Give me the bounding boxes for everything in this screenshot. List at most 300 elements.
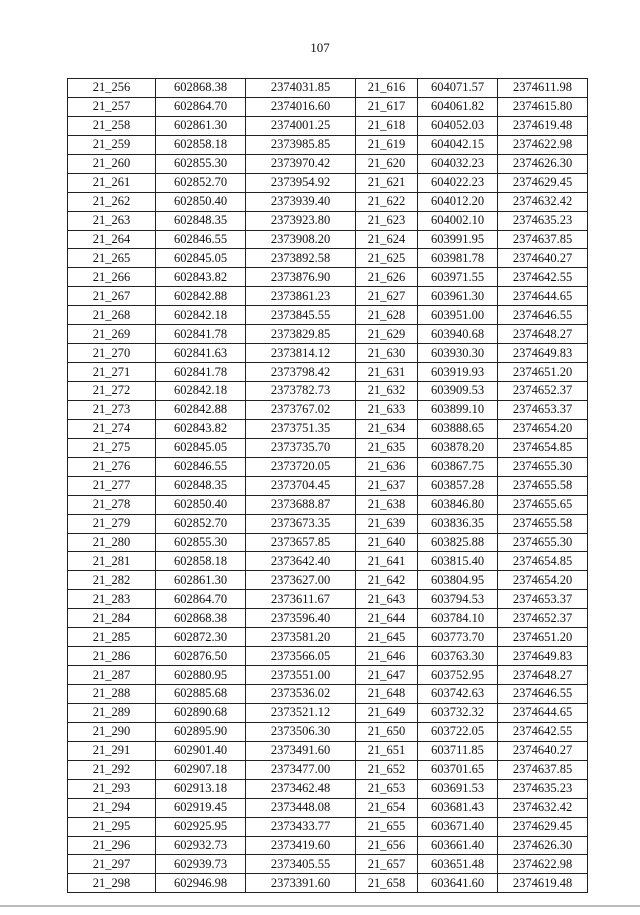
y-coordinate-cell: 2374644.65 bbox=[498, 703, 588, 722]
point-id-cell: 21_270 bbox=[68, 344, 156, 363]
x-coordinate-cell: 603991.95 bbox=[418, 230, 498, 249]
point-id-cell: 21_273 bbox=[68, 400, 156, 419]
x-coordinate-cell: 603661.40 bbox=[418, 836, 498, 855]
x-coordinate-cell: 603701.65 bbox=[418, 760, 498, 779]
table-row bbox=[68, 495, 588, 514]
point-id-cell: 21_259 bbox=[68, 135, 156, 154]
point-id-cell: 21_285 bbox=[68, 628, 156, 647]
table-row bbox=[68, 457, 588, 476]
x-coordinate-cell: 603804.95 bbox=[418, 571, 498, 590]
x-coordinate-cell: 602946.98 bbox=[156, 874, 246, 893]
x-coordinate-cell: 603825.88 bbox=[418, 533, 498, 552]
x-coordinate-cell: 602852.70 bbox=[156, 173, 246, 192]
x-coordinate-cell: 602880.95 bbox=[156, 666, 246, 685]
table-row bbox=[68, 154, 588, 173]
y-coordinate-cell: 2374644.65 bbox=[498, 287, 588, 306]
y-coordinate-cell: 2374655.65 bbox=[498, 495, 588, 514]
point-id-cell: 21_282 bbox=[68, 571, 156, 590]
y-coordinate-cell: 2373419.60 bbox=[246, 836, 356, 855]
y-coordinate-cell: 2373551.00 bbox=[246, 666, 356, 685]
x-coordinate-cell: 602845.05 bbox=[156, 249, 246, 268]
table-row bbox=[68, 400, 588, 419]
point-id-cell: 21_625 bbox=[356, 249, 418, 268]
x-coordinate-cell: 602925.95 bbox=[156, 817, 246, 836]
point-id-cell: 21_296 bbox=[68, 836, 156, 855]
table-row bbox=[68, 533, 588, 552]
y-coordinate-cell: 2374031.85 bbox=[246, 79, 356, 98]
x-coordinate-cell: 603763.30 bbox=[418, 647, 498, 666]
y-coordinate-cell: 2373536.02 bbox=[246, 685, 356, 704]
x-coordinate-cell: 603732.32 bbox=[418, 703, 498, 722]
point-id-cell: 21_624 bbox=[356, 230, 418, 249]
x-coordinate-cell: 602861.30 bbox=[156, 116, 246, 135]
point-id-cell: 21_627 bbox=[356, 287, 418, 306]
point-id-cell: 21_276 bbox=[68, 457, 156, 476]
y-coordinate-cell: 2373720.05 bbox=[246, 457, 356, 476]
bottom-rule bbox=[0, 905, 640, 907]
x-coordinate-cell: 603909.53 bbox=[418, 382, 498, 401]
x-coordinate-cell: 603752.95 bbox=[418, 666, 498, 685]
y-coordinate-cell: 2373581.20 bbox=[246, 628, 356, 647]
table-row bbox=[68, 647, 588, 666]
x-coordinate-cell: 603691.53 bbox=[418, 779, 498, 798]
x-coordinate-cell: 602848.35 bbox=[156, 211, 246, 230]
y-coordinate-cell: 2374632.42 bbox=[498, 798, 588, 817]
y-coordinate-cell: 2374649.83 bbox=[498, 344, 588, 363]
table-row bbox=[68, 173, 588, 192]
table-row bbox=[68, 779, 588, 798]
y-coordinate-cell: 2373829.85 bbox=[246, 325, 356, 344]
x-coordinate-cell: 603671.40 bbox=[418, 817, 498, 836]
point-id-cell: 21_271 bbox=[68, 363, 156, 382]
y-coordinate-cell: 2374632.42 bbox=[498, 192, 588, 211]
table-row bbox=[68, 344, 588, 363]
table-row bbox=[68, 382, 588, 401]
y-coordinate-cell: 2374653.37 bbox=[498, 590, 588, 609]
x-coordinate-cell: 602852.70 bbox=[156, 514, 246, 533]
y-coordinate-cell: 2373688.87 bbox=[246, 495, 356, 514]
point-id-cell: 21_277 bbox=[68, 476, 156, 495]
x-coordinate-cell: 603940.68 bbox=[418, 325, 498, 344]
point-id-cell: 21_297 bbox=[68, 855, 156, 874]
x-coordinate-cell: 602841.78 bbox=[156, 363, 246, 382]
point-id-cell: 21_643 bbox=[356, 590, 418, 609]
y-coordinate-cell: 2373814.12 bbox=[246, 344, 356, 363]
y-coordinate-cell: 2374653.37 bbox=[498, 400, 588, 419]
y-coordinate-cell: 2374648.27 bbox=[498, 325, 588, 344]
y-coordinate-cell: 2373892.58 bbox=[246, 249, 356, 268]
point-id-cell: 21_291 bbox=[68, 741, 156, 760]
y-coordinate-cell: 2374640.27 bbox=[498, 249, 588, 268]
table-row bbox=[68, 798, 588, 817]
x-coordinate-cell: 603899.10 bbox=[418, 400, 498, 419]
point-id-cell: 21_638 bbox=[356, 495, 418, 514]
y-coordinate-cell: 2374016.60 bbox=[246, 97, 356, 116]
table-row bbox=[68, 571, 588, 590]
y-coordinate-cell: 2374637.85 bbox=[498, 760, 588, 779]
y-coordinate-cell: 2373491.60 bbox=[246, 741, 356, 760]
x-coordinate-cell: 603681.43 bbox=[418, 798, 498, 817]
point-id-cell: 21_287 bbox=[68, 666, 156, 685]
y-coordinate-cell: 2373704.45 bbox=[246, 476, 356, 495]
point-id-cell: 21_622 bbox=[356, 192, 418, 211]
point-id-cell: 21_630 bbox=[356, 344, 418, 363]
y-coordinate-cell: 2373462.48 bbox=[246, 779, 356, 798]
x-coordinate-cell: 602846.55 bbox=[156, 457, 246, 476]
y-coordinate-cell: 2374655.58 bbox=[498, 514, 588, 533]
x-coordinate-cell: 603742.63 bbox=[418, 685, 498, 704]
y-coordinate-cell: 2374654.85 bbox=[498, 438, 588, 457]
table-row bbox=[68, 760, 588, 779]
x-coordinate-cell: 603815.40 bbox=[418, 552, 498, 571]
y-coordinate-cell: 2373673.35 bbox=[246, 514, 356, 533]
point-id-cell: 21_258 bbox=[68, 116, 156, 135]
y-coordinate-cell: 2373521.12 bbox=[246, 703, 356, 722]
y-coordinate-cell: 2374655.30 bbox=[498, 533, 588, 552]
y-coordinate-cell: 2373908.20 bbox=[246, 230, 356, 249]
point-id-cell: 21_266 bbox=[68, 268, 156, 287]
table-row bbox=[68, 438, 588, 457]
point-id-cell: 21_640 bbox=[356, 533, 418, 552]
x-coordinate-cell: 602855.30 bbox=[156, 154, 246, 173]
point-id-cell: 21_649 bbox=[356, 703, 418, 722]
x-coordinate-cell: 603867.75 bbox=[418, 457, 498, 476]
y-coordinate-cell: 2374626.30 bbox=[498, 154, 588, 173]
point-id-cell: 21_655 bbox=[356, 817, 418, 836]
y-coordinate-cell: 2374611.98 bbox=[498, 79, 588, 98]
y-coordinate-cell: 2373627.00 bbox=[246, 571, 356, 590]
point-id-cell: 21_621 bbox=[356, 173, 418, 192]
point-id-cell: 21_656 bbox=[356, 836, 418, 855]
x-coordinate-cell: 603722.05 bbox=[418, 722, 498, 741]
y-coordinate-cell: 2373876.90 bbox=[246, 268, 356, 287]
table-row bbox=[68, 741, 588, 760]
point-id-cell: 21_289 bbox=[68, 703, 156, 722]
point-id-cell: 21_283 bbox=[68, 590, 156, 609]
point-id-cell: 21_298 bbox=[68, 874, 156, 893]
point-id-cell: 21_636 bbox=[356, 457, 418, 476]
x-coordinate-cell: 602843.82 bbox=[156, 419, 246, 438]
x-coordinate-cell: 604012.20 bbox=[418, 192, 498, 211]
y-coordinate-cell: 2373405.55 bbox=[246, 855, 356, 874]
point-id-cell: 21_294 bbox=[68, 798, 156, 817]
x-coordinate-cell: 603641.60 bbox=[418, 874, 498, 893]
x-coordinate-cell: 604002.10 bbox=[418, 211, 498, 230]
x-coordinate-cell: 602913.18 bbox=[156, 779, 246, 798]
table-row bbox=[68, 476, 588, 495]
point-id-cell: 21_657 bbox=[356, 855, 418, 874]
point-id-cell: 21_278 bbox=[68, 495, 156, 514]
table-row bbox=[68, 703, 588, 722]
point-id-cell: 21_268 bbox=[68, 306, 156, 325]
y-coordinate-cell: 2374629.45 bbox=[498, 173, 588, 192]
y-coordinate-cell: 2373798.42 bbox=[246, 363, 356, 382]
y-coordinate-cell: 2373391.60 bbox=[246, 874, 356, 893]
y-coordinate-cell: 2373433.77 bbox=[246, 817, 356, 836]
coordinates-table-body bbox=[68, 79, 588, 893]
y-coordinate-cell: 2373611.67 bbox=[246, 590, 356, 609]
x-coordinate-cell: 602850.40 bbox=[156, 192, 246, 211]
x-coordinate-cell: 602939.73 bbox=[156, 855, 246, 874]
y-coordinate-cell: 2374619.48 bbox=[498, 874, 588, 893]
point-id-cell: 21_279 bbox=[68, 514, 156, 533]
x-coordinate-cell: 602872.30 bbox=[156, 628, 246, 647]
x-coordinate-cell: 602890.68 bbox=[156, 703, 246, 722]
point-id-cell: 21_653 bbox=[356, 779, 418, 798]
point-id-cell: 21_639 bbox=[356, 514, 418, 533]
y-coordinate-cell: 2373477.00 bbox=[246, 760, 356, 779]
table-row bbox=[68, 628, 588, 647]
page-number: 107 bbox=[310, 40, 330, 55]
point-id-cell: 21_257 bbox=[68, 97, 156, 116]
y-coordinate-cell: 2374654.85 bbox=[498, 552, 588, 571]
y-coordinate-cell: 2374655.30 bbox=[498, 457, 588, 476]
x-coordinate-cell: 604042.15 bbox=[418, 135, 498, 154]
point-id-cell: 21_618 bbox=[356, 116, 418, 135]
y-coordinate-cell: 2373448.08 bbox=[246, 798, 356, 817]
point-id-cell: 21_619 bbox=[356, 135, 418, 154]
x-coordinate-cell: 602876.50 bbox=[156, 647, 246, 666]
point-id-cell: 21_651 bbox=[356, 741, 418, 760]
x-coordinate-cell: 604032.23 bbox=[418, 154, 498, 173]
point-id-cell: 21_623 bbox=[356, 211, 418, 230]
y-coordinate-cell: 2374651.20 bbox=[498, 628, 588, 647]
x-coordinate-cell: 604052.03 bbox=[418, 116, 498, 135]
y-coordinate-cell: 2374654.20 bbox=[498, 419, 588, 438]
point-id-cell: 21_274 bbox=[68, 419, 156, 438]
point-id-cell: 21_280 bbox=[68, 533, 156, 552]
point-id-cell: 21_654 bbox=[356, 798, 418, 817]
y-coordinate-cell: 2374654.20 bbox=[498, 571, 588, 590]
table-row bbox=[68, 363, 588, 382]
table-row bbox=[68, 211, 588, 230]
table-row bbox=[68, 514, 588, 533]
point-id-cell: 21_616 bbox=[356, 79, 418, 98]
point-id-cell: 21_617 bbox=[356, 97, 418, 116]
table-row bbox=[68, 685, 588, 704]
y-coordinate-cell: 2373923.80 bbox=[246, 211, 356, 230]
y-coordinate-cell: 2374648.27 bbox=[498, 666, 588, 685]
point-id-cell: 21_288 bbox=[68, 685, 156, 704]
point-id-cell: 21_293 bbox=[68, 779, 156, 798]
y-coordinate-cell: 2374615.80 bbox=[498, 97, 588, 116]
y-coordinate-cell: 2373566.05 bbox=[246, 647, 356, 666]
x-coordinate-cell: 603930.30 bbox=[418, 344, 498, 363]
table-row bbox=[68, 552, 588, 571]
point-id-cell: 21_263 bbox=[68, 211, 156, 230]
point-id-cell: 21_632 bbox=[356, 382, 418, 401]
point-id-cell: 21_650 bbox=[356, 722, 418, 741]
x-coordinate-cell: 603836.35 bbox=[418, 514, 498, 533]
x-coordinate-cell: 602864.70 bbox=[156, 590, 246, 609]
point-id-cell: 21_286 bbox=[68, 647, 156, 666]
point-id-cell: 21_647 bbox=[356, 666, 418, 685]
table-row bbox=[68, 135, 588, 154]
x-coordinate-cell: 602841.63 bbox=[156, 344, 246, 363]
y-coordinate-cell: 2374642.55 bbox=[498, 722, 588, 741]
x-coordinate-cell: 602841.78 bbox=[156, 325, 246, 344]
point-id-cell: 21_641 bbox=[356, 552, 418, 571]
x-coordinate-cell: 602885.68 bbox=[156, 685, 246, 704]
y-coordinate-cell: 2374635.23 bbox=[498, 779, 588, 798]
point-id-cell: 21_633 bbox=[356, 400, 418, 419]
point-id-cell: 21_265 bbox=[68, 249, 156, 268]
y-coordinate-cell: 2374619.48 bbox=[498, 116, 588, 135]
point-id-cell: 21_642 bbox=[356, 571, 418, 590]
y-coordinate-cell: 2373939.40 bbox=[246, 192, 356, 211]
table-row bbox=[68, 116, 588, 135]
x-coordinate-cell: 602864.70 bbox=[156, 97, 246, 116]
point-id-cell: 21_635 bbox=[356, 438, 418, 457]
x-coordinate-cell: 603951.00 bbox=[418, 306, 498, 325]
y-coordinate-cell: 2373735.70 bbox=[246, 438, 356, 457]
point-id-cell: 21_267 bbox=[68, 287, 156, 306]
y-coordinate-cell: 2374622.98 bbox=[498, 855, 588, 874]
x-coordinate-cell: 602895.90 bbox=[156, 722, 246, 741]
x-coordinate-cell: 603773.70 bbox=[418, 628, 498, 647]
table-row bbox=[68, 836, 588, 855]
table-row bbox=[68, 325, 588, 344]
point-id-cell: 21_644 bbox=[356, 609, 418, 628]
x-coordinate-cell: 602861.30 bbox=[156, 571, 246, 590]
y-coordinate-cell: 2374646.55 bbox=[498, 685, 588, 704]
point-id-cell: 21_262 bbox=[68, 192, 156, 211]
table-row bbox=[68, 419, 588, 438]
x-coordinate-cell: 603711.85 bbox=[418, 741, 498, 760]
x-coordinate-cell: 603794.53 bbox=[418, 590, 498, 609]
x-coordinate-cell: 602848.35 bbox=[156, 476, 246, 495]
y-coordinate-cell: 2374642.55 bbox=[498, 268, 588, 287]
x-coordinate-cell: 602868.38 bbox=[156, 609, 246, 628]
table-row bbox=[68, 306, 588, 325]
table-row bbox=[68, 79, 588, 98]
point-id-cell: 21_269 bbox=[68, 325, 156, 344]
table-row bbox=[68, 249, 588, 268]
table-row bbox=[68, 230, 588, 249]
table-row bbox=[68, 855, 588, 874]
point-id-cell: 21_626 bbox=[356, 268, 418, 287]
y-coordinate-cell: 2374001.25 bbox=[246, 116, 356, 135]
x-coordinate-cell: 602842.18 bbox=[156, 382, 246, 401]
y-coordinate-cell: 2373506.30 bbox=[246, 722, 356, 741]
point-id-cell: 21_645 bbox=[356, 628, 418, 647]
point-id-cell: 21_290 bbox=[68, 722, 156, 741]
x-coordinate-cell: 603878.20 bbox=[418, 438, 498, 457]
table-row bbox=[68, 268, 588, 287]
y-coordinate-cell: 2374655.58 bbox=[498, 476, 588, 495]
table-row bbox=[68, 874, 588, 893]
table-row bbox=[68, 287, 588, 306]
y-coordinate-cell: 2373985.85 bbox=[246, 135, 356, 154]
x-coordinate-cell: 603919.93 bbox=[418, 363, 498, 382]
y-coordinate-cell: 2374640.27 bbox=[498, 741, 588, 760]
point-id-cell: 21_652 bbox=[356, 760, 418, 779]
point-id-cell: 21_281 bbox=[68, 552, 156, 571]
x-coordinate-cell: 602907.18 bbox=[156, 760, 246, 779]
y-coordinate-cell: 2374637.85 bbox=[498, 230, 588, 249]
table-row bbox=[68, 609, 588, 628]
table-row bbox=[68, 97, 588, 116]
point-id-cell: 21_646 bbox=[356, 647, 418, 666]
x-coordinate-cell: 602855.30 bbox=[156, 533, 246, 552]
point-id-cell: 21_629 bbox=[356, 325, 418, 344]
x-coordinate-cell: 604022.23 bbox=[418, 173, 498, 192]
x-coordinate-cell: 603888.65 bbox=[418, 419, 498, 438]
point-id-cell: 21_264 bbox=[68, 230, 156, 249]
y-coordinate-cell: 2373861.23 bbox=[246, 287, 356, 306]
point-id-cell: 21_256 bbox=[68, 79, 156, 98]
x-coordinate-cell: 602858.18 bbox=[156, 552, 246, 571]
y-coordinate-cell: 2374646.55 bbox=[498, 306, 588, 325]
x-coordinate-cell: 602842.88 bbox=[156, 400, 246, 419]
x-coordinate-cell: 602858.18 bbox=[156, 135, 246, 154]
y-coordinate-cell: 2374652.37 bbox=[498, 382, 588, 401]
x-coordinate-cell: 603857.28 bbox=[418, 476, 498, 495]
y-coordinate-cell: 2373751.35 bbox=[246, 419, 356, 438]
table-row bbox=[68, 590, 588, 609]
y-coordinate-cell: 2373596.40 bbox=[246, 609, 356, 628]
table-row bbox=[68, 817, 588, 836]
y-coordinate-cell: 2374649.83 bbox=[498, 647, 588, 666]
x-coordinate-cell: 602901.40 bbox=[156, 741, 246, 760]
table-row bbox=[68, 192, 588, 211]
x-coordinate-cell: 603981.78 bbox=[418, 249, 498, 268]
point-id-cell: 21_292 bbox=[68, 760, 156, 779]
y-coordinate-cell: 2374622.98 bbox=[498, 135, 588, 154]
x-coordinate-cell: 603971.55 bbox=[418, 268, 498, 287]
y-coordinate-cell: 2373845.55 bbox=[246, 306, 356, 325]
y-coordinate-cell: 2373970.42 bbox=[246, 154, 356, 173]
x-coordinate-cell: 602850.40 bbox=[156, 495, 246, 514]
y-coordinate-cell: 2374629.45 bbox=[498, 817, 588, 836]
x-coordinate-cell: 602842.88 bbox=[156, 287, 246, 306]
x-coordinate-cell: 602842.18 bbox=[156, 306, 246, 325]
x-coordinate-cell: 603846.80 bbox=[418, 495, 498, 514]
coordinates-table bbox=[67, 78, 588, 893]
x-coordinate-cell: 603651.48 bbox=[418, 855, 498, 874]
y-coordinate-cell: 2374652.37 bbox=[498, 609, 588, 628]
x-coordinate-cell: 602845.05 bbox=[156, 438, 246, 457]
table-row bbox=[68, 722, 588, 741]
x-coordinate-cell: 602843.82 bbox=[156, 268, 246, 287]
point-id-cell: 21_295 bbox=[68, 817, 156, 836]
y-coordinate-cell: 2373657.85 bbox=[246, 533, 356, 552]
x-coordinate-cell: 602868.38 bbox=[156, 79, 246, 98]
point-id-cell: 21_634 bbox=[356, 419, 418, 438]
x-coordinate-cell: 602932.73 bbox=[156, 836, 246, 855]
x-coordinate-cell: 603961.30 bbox=[418, 287, 498, 306]
x-coordinate-cell: 603784.10 bbox=[418, 609, 498, 628]
table-row bbox=[68, 666, 588, 685]
x-coordinate-cell: 602919.45 bbox=[156, 798, 246, 817]
point-id-cell: 21_631 bbox=[356, 363, 418, 382]
point-id-cell: 21_628 bbox=[356, 306, 418, 325]
point-id-cell: 21_275 bbox=[68, 438, 156, 457]
point-id-cell: 21_284 bbox=[68, 609, 156, 628]
y-coordinate-cell: 2374651.20 bbox=[498, 363, 588, 382]
point-id-cell: 21_637 bbox=[356, 476, 418, 495]
point-id-cell: 21_658 bbox=[356, 874, 418, 893]
point-id-cell: 21_620 bbox=[356, 154, 418, 173]
y-coordinate-cell: 2374626.30 bbox=[498, 836, 588, 855]
y-coordinate-cell: 2373767.02 bbox=[246, 400, 356, 419]
x-coordinate-cell: 602846.55 bbox=[156, 230, 246, 249]
point-id-cell: 21_272 bbox=[68, 382, 156, 401]
x-coordinate-cell: 604071.57 bbox=[418, 79, 498, 98]
point-id-cell: 21_648 bbox=[356, 685, 418, 704]
y-coordinate-cell: 2374635.23 bbox=[498, 211, 588, 230]
x-coordinate-cell: 604061.82 bbox=[418, 97, 498, 116]
